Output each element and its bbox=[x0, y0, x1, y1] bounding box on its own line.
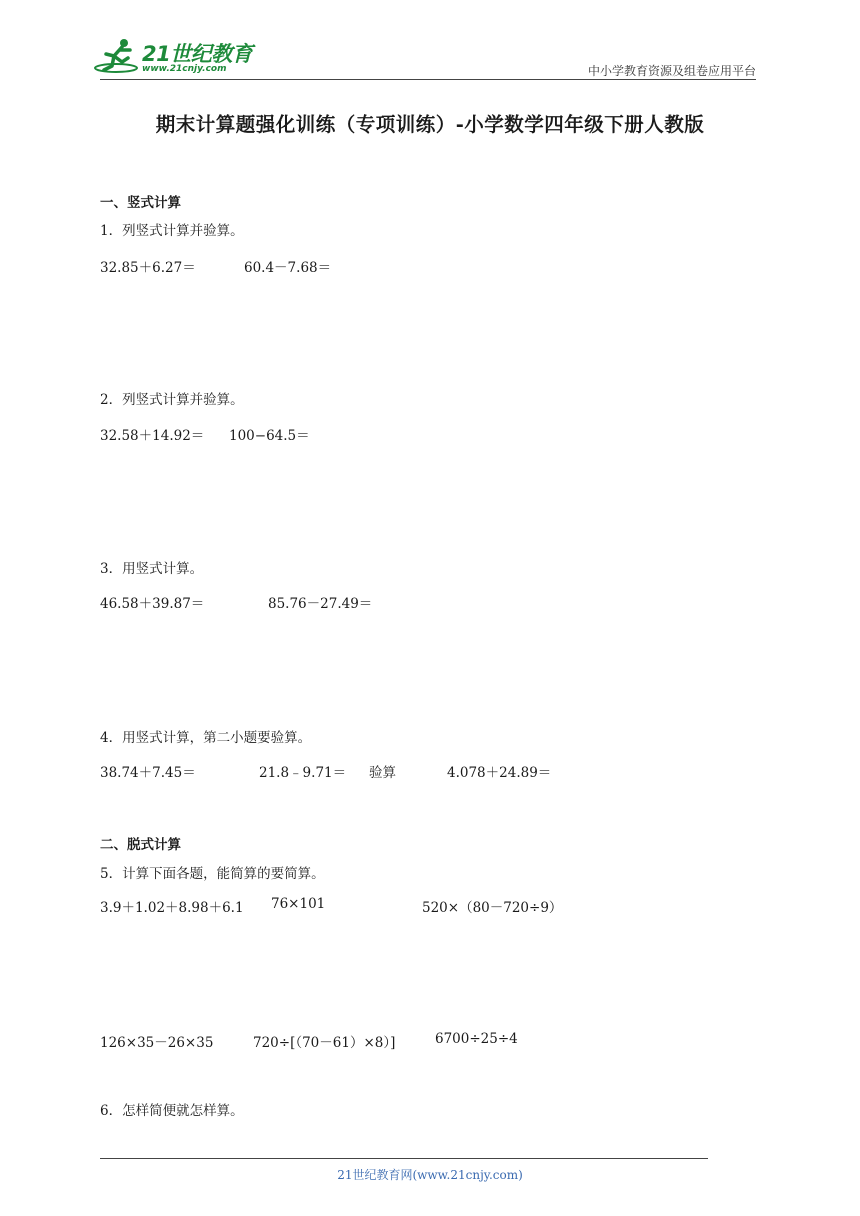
question-5-expr-4: 126×35－26×35 bbox=[100, 1035, 214, 1051]
section-title-vertical-calc: 一、竖式计算 bbox=[100, 195, 181, 211]
question-2-expr-2: 100−64.5＝ bbox=[229, 428, 310, 444]
question-5-label: 5．计算下面各题，能简算的要简算。 bbox=[100, 866, 325, 882]
question-4-verify-label: 验算 bbox=[369, 765, 396, 781]
question-3-expr-1: 46.58＋39.87＝ bbox=[100, 596, 205, 612]
document-title: 期末计算题强化训练（专项训练）-小学数学四年级下册人教版 bbox=[155, 113, 705, 136]
logo-url: www.21cnjy.com bbox=[142, 64, 227, 74]
footer-divider bbox=[100, 1158, 708, 1159]
question-4-expr-3: 4.078＋24.89＝ bbox=[447, 765, 552, 781]
logo-brand: 21世纪教育 bbox=[142, 42, 253, 66]
runner-logo-icon bbox=[94, 36, 140, 76]
question-1-expr-1: 32.85＋6.27＝ bbox=[100, 260, 196, 276]
header-platform-text: 中小学教育资源及组卷应用平台 bbox=[587, 64, 756, 78]
question-5-expr-6: 6700÷25÷4 bbox=[435, 1031, 518, 1047]
question-5-expr-3: 520×（80－720÷9） bbox=[422, 900, 563, 916]
question-6-label: 6．怎样简便就怎样算。 bbox=[100, 1103, 244, 1119]
question-3-expr-2: 85.76－27.49＝ bbox=[268, 596, 373, 612]
question-4-expr-2: 21.8﹣9.71＝ bbox=[259, 765, 347, 781]
question-1-label: 1．列竖式计算并验算。 bbox=[100, 223, 244, 239]
question-2-label: 2．列竖式计算并验算。 bbox=[100, 392, 244, 408]
question-4-expr-1: 38.74＋7.45＝ bbox=[100, 765, 196, 781]
question-2-expr-1: 32.58＋14.92＝ bbox=[100, 428, 205, 444]
question-5-expr-2: 76×101 bbox=[271, 896, 326, 912]
question-1-expr-2: 60.4－7.68＝ bbox=[244, 260, 332, 276]
footer-link[interactable]: 21世纪教育网(www.21cnjy.com) bbox=[337, 1168, 523, 1182]
question-5-expr-5: 720÷[（70－61）×8）] bbox=[253, 1035, 396, 1051]
header-divider bbox=[100, 79, 756, 80]
section-title-step-calc: 二、脱式计算 bbox=[100, 837, 181, 853]
site-logo bbox=[94, 36, 264, 78]
question-3-label: 3．用竖式计算。 bbox=[100, 561, 204, 577]
question-4-label: 4．用竖式计算，第二小题要验算。 bbox=[100, 730, 312, 746]
question-5-expr-1: 3.9＋1.02＋8.98＋6.1 bbox=[100, 900, 244, 916]
